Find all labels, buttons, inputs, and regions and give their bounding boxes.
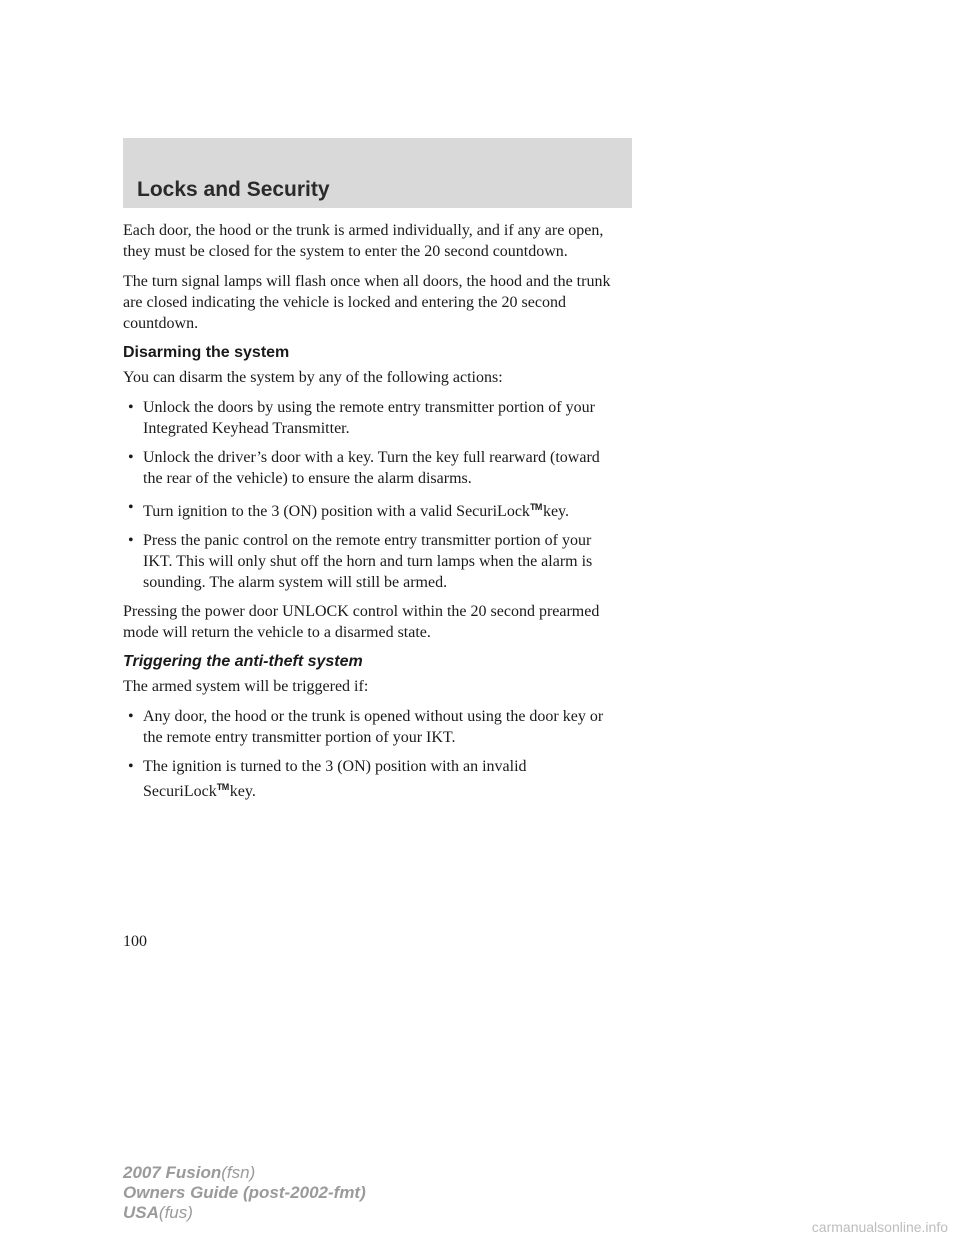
section-header-band xyxy=(123,138,632,208)
paragraph-turn-signal: The turn signal lamps will flash once when all doors, the hood and the trunk are closed indicating the vehicle is locked and entering the 20 second countdown. xyxy=(123,273,611,332)
list-item-text: Any door, the hood or the trunk is opened without using the door key or the remote entry transmitter portion of your IKT. xyxy=(143,708,604,746)
bullet-icon: • xyxy=(128,758,134,775)
list-item-text: key. xyxy=(542,503,569,520)
heading-triggering: Triggering the anti-theft system xyxy=(123,653,363,670)
bullet-icon: • xyxy=(128,532,134,549)
page-number: 100 xyxy=(123,933,147,950)
watermark-text: carmanualsonline.info xyxy=(811,1219,948,1235)
list-item xyxy=(123,497,623,522)
disarm-list xyxy=(123,397,623,593)
list-item-text: Turn ignition to the 3 (ON) position with a valid SecuriLock xyxy=(143,503,530,520)
footer-line-model xyxy=(123,1163,366,1183)
list-item-text: Unlock the driver’s door with a key. Turn the key full rearward (toward the rear of the vehicle) to ensure the alarm disarms. xyxy=(143,449,600,487)
section-title: Locks and Security xyxy=(137,178,330,201)
list-item-text: The ignition is turned to the 3 (ON) position with an invalid SecuriLock xyxy=(143,758,527,800)
heading-disarming: Disarming the system xyxy=(123,344,290,361)
footer-region-code: (fus) xyxy=(158,1203,193,1222)
trigger-list xyxy=(123,706,623,802)
document-footer xyxy=(123,1163,366,1223)
footer-line-region xyxy=(123,1203,366,1223)
footer-line-guide: Owners Guide (post-2002-fmt) xyxy=(123,1183,366,1202)
list-item-text: key. xyxy=(229,783,256,800)
footer-model-name: 2007 Fusion xyxy=(123,1163,222,1182)
paragraph-disarm-intro: You can disarm the system by any of the following actions: xyxy=(123,369,503,386)
trademark-icon: TM xyxy=(529,502,542,512)
list-item xyxy=(123,706,623,748)
list-item xyxy=(123,756,623,802)
trademark-icon: TM xyxy=(216,782,229,792)
paragraph-armed-individually: Each door, the hood or the trunk is armed individually, and if any are open, they must be closed for the system to enter the 20 second countdown. xyxy=(123,222,604,260)
paragraph-trigger-intro: The armed system will be triggered if: xyxy=(123,678,369,695)
bullet-icon: • xyxy=(128,708,134,725)
list-item xyxy=(123,530,623,593)
bullet-icon: • xyxy=(128,499,134,516)
list-item-text: Press the panic control on the remote entry transmitter portion of your IKT. This will only shut off the horn and turn lamps when the alarm is sounding. The alarm system will still be armed. xyxy=(143,532,593,591)
bullet-icon: • xyxy=(128,399,134,416)
page-content xyxy=(123,220,623,810)
paragraph-unlock-control: Pressing the power door UNLOCK control within the 20 second prearmed mode will return the vehicle to a disarmed state. xyxy=(123,603,600,641)
list-item-text: Unlock the doors by using the remote entry transmitter portion of your Integrated Keyhead Transmitter. xyxy=(143,399,595,437)
footer-model-code: (fsn) xyxy=(221,1163,256,1182)
bullet-icon: • xyxy=(128,449,134,466)
list-item xyxy=(123,397,623,439)
footer-region-name: USA xyxy=(123,1203,159,1222)
list-item xyxy=(123,447,623,489)
